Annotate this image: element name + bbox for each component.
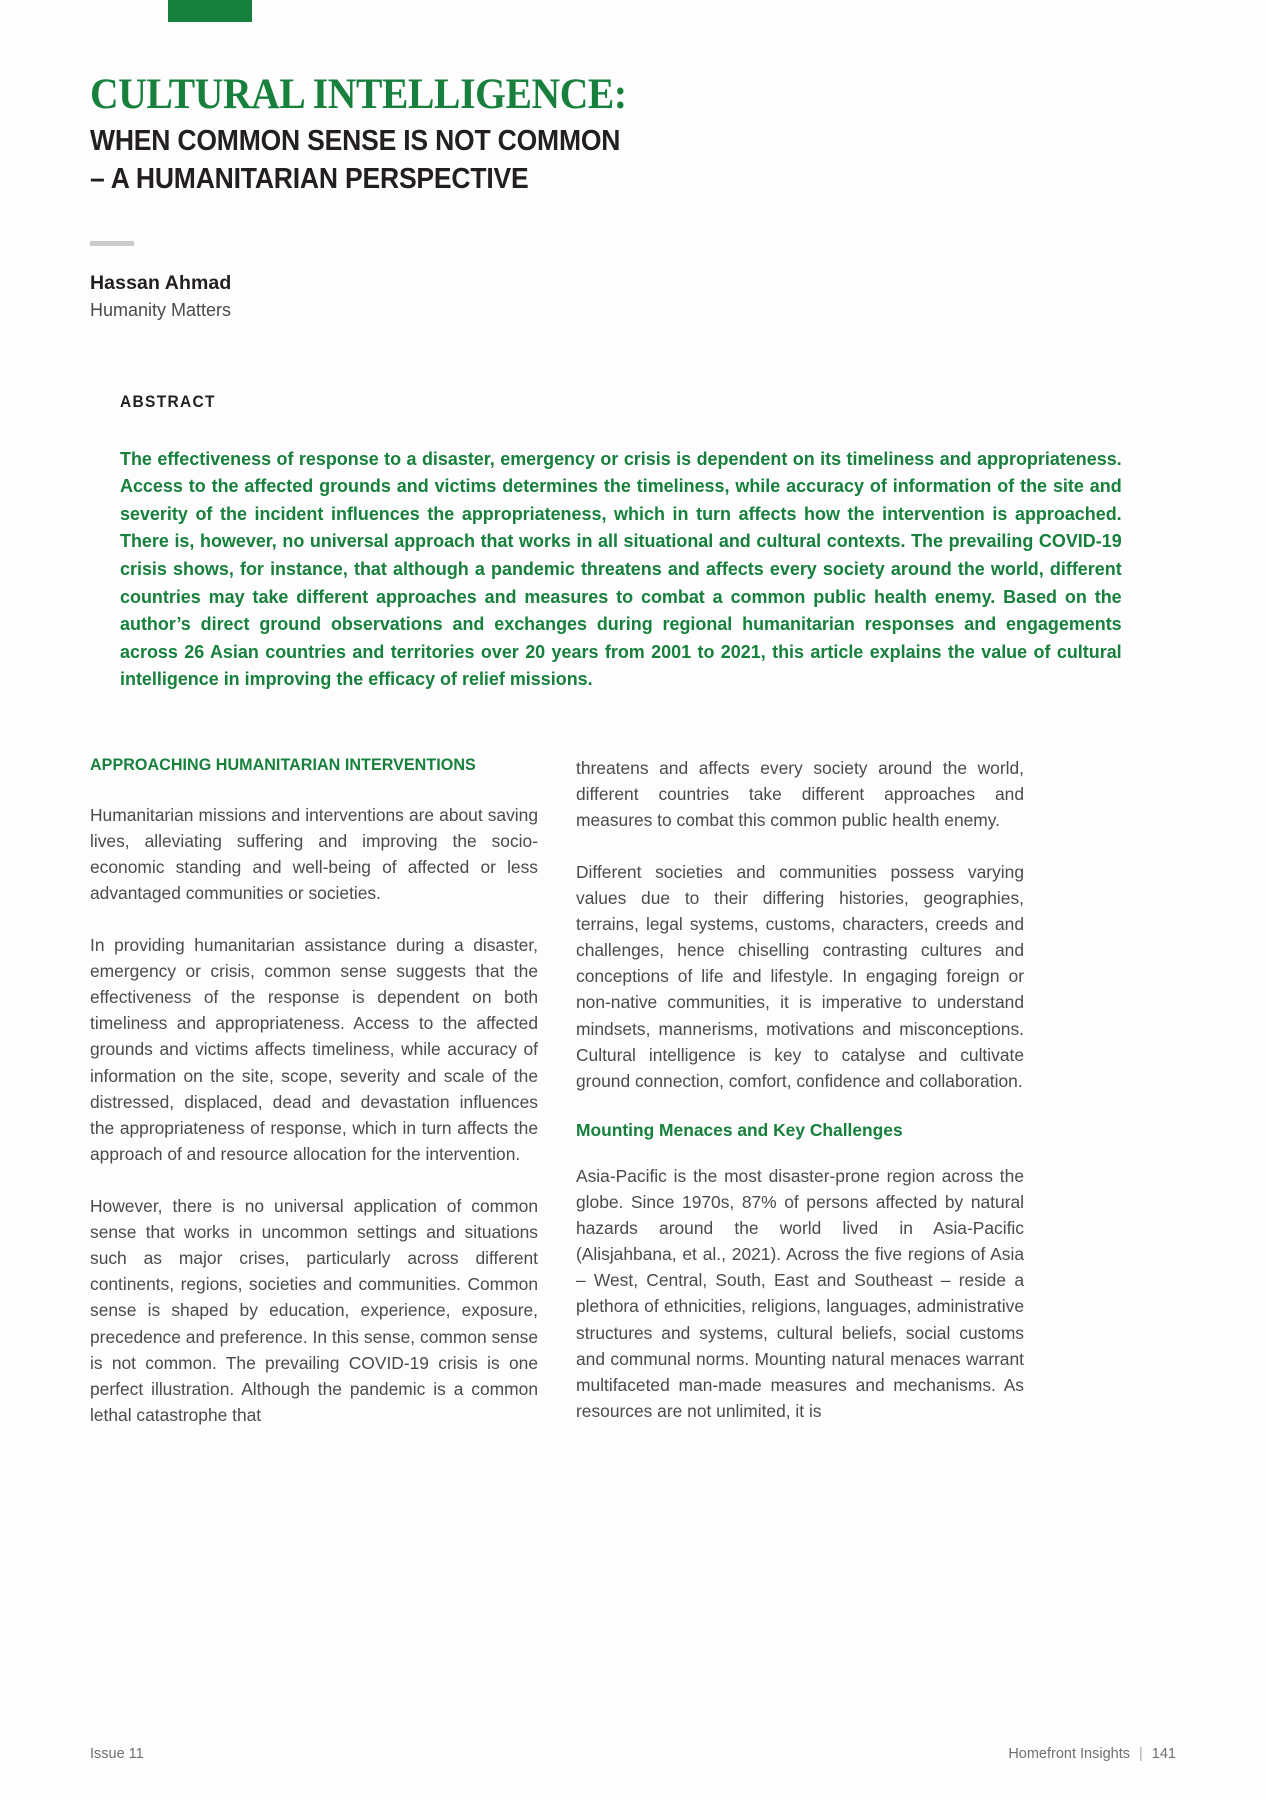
- abstract-section: [90, 393, 1176, 693]
- page-footer: [90, 1746, 1176, 1762]
- title-block: [90, 0, 1176, 321]
- left-column-paragraph-2: In providing humanitarian assistance during a disaster, emergency or crisis, common sense suggests that the effectiveness of the response is dependent on both timeliness and appropriateness. Access to the affected grounds and victims affects timeliness, while accuracy of information on the site, scope, severity and scale of the distressed, displaced, dead and devastation influences the appropriateness of response, which in turn affects the approach of and resource allocation for the intervention.: [90, 935, 538, 1164]
- footer-issue: Issue 11: [90, 1746, 144, 1762]
- page-title: CULTURAL INTELLIGENCE:: [90, 71, 627, 118]
- footer-page-number: 141: [1151, 1746, 1176, 1762]
- right-column: [576, 755, 1024, 1428]
- body-columns: [90, 755, 1176, 1428]
- right-column-paragraph-2: Different societies and communities possess varying values due to their differing histories, geographies, terrains, legal systems, customs, characters, creeds and challenges, hence chiselling contrasting cultures and conceptions of life and lifestyle. In engaging foreign or non-native communities, it is imperative to understand mindsets, mannerisms, motivations and misconceptions. Cultural intelligence is key to catalyse and cultivate ground connection, comfort, confidence and collaboration.: [576, 861, 1024, 1091]
- footer-right-group: [1008, 1746, 1176, 1762]
- right-column-paragraph-1: threatens and affects every society around the world, different countries take different approaches and measures to combat this common public health enemy.: [576, 757, 1024, 830]
- footer-publication: Homefront Insights: [1008, 1746, 1131, 1762]
- title-divider: [90, 241, 134, 246]
- subsection-heading-mounting-menaces-and-key-challenges: Mounting Menaces and Key Challenges: [576, 1119, 903, 1140]
- page-content: [90, 0, 1176, 1428]
- footer-separator: |: [1139, 1746, 1143, 1762]
- right-column-paragraph-3: Asia-Pacific is the most disaster-prone region across the globe. Since 1970s, 87% of persons affected by natural hazards around the world lived in Asia-Pacific (Alisjahbana, et al., 2021). Across the five regions of Asia – West, Central, South, East and Southeast – reside a plethora of ethnicities, religions, languages, administrative structures and systems, cultural beliefs, social customs and communal norms. Mounting natural menaces warrant multifaceted man-made measures and mechanisms. As resources are not unlimited, it is: [576, 1165, 1024, 1421]
- abstract-text: The effectiveness of response to a disaster, emergency or crisis is dependent on its timeliness and appropriateness. Access to the affected grounds and victims determines the timeliness, while accuracy of information of the site and severity of the incident influences the appropriateness, which in turn affects how the intervention is approached. There is, however, no universal approach that works in all situational and cultural contexts. The prevailing COVID-19 crisis shows, for instance, that although a pandemic threatens and affects every society around the world, different countries may take different approaches and measures to combat a common public health enemy. Based on the author’s direct ground observations and exchanges during regional humanitarian responses and engagements across 26 Asian countries and territories over 20 years from 2001 to 2021, this article explains the value of cultural intelligence in improving the efficacy of relief missions.: [120, 447, 1122, 690]
- section-heading-approaching-humanitarian-interventions: APPROACHING HUMANITARIAN INTERVENTIONS: [90, 754, 476, 774]
- page-subtitle: [90, 123, 1100, 199]
- left-column-paragraph-1: Humanitarian missions and interventions are about saving lives, alleviating suffering and improving the socio-economic standing and well-being of affected or less advantaged communities or societies.: [90, 804, 538, 903]
- left-column: [90, 755, 538, 1428]
- page-subtitle-line-2: – A HUMANITARIAN PERSPECTIVE: [90, 163, 529, 196]
- author-name: Hassan Ahmad: [90, 271, 232, 294]
- abstract-label: ABSTRACT: [120, 392, 216, 411]
- author-organisation: Humanity Matters: [90, 299, 232, 320]
- left-column-paragraph-3: However, there is no universal application of common sense that works in uncommon settings and situations such as major crises, particularly across different continents, regions, societies and communities. Common sense is shaped by education, experience, exposure, precedence and preference. In this sense, common sense is not common. The prevailing COVID-19 crisis is one perfect illustration. Although the pandemic is a common lethal catastrophe that: [90, 1195, 538, 1425]
- page-subtitle-line-1: WHEN COMMON SENSE IS NOT COMMON: [90, 125, 621, 158]
